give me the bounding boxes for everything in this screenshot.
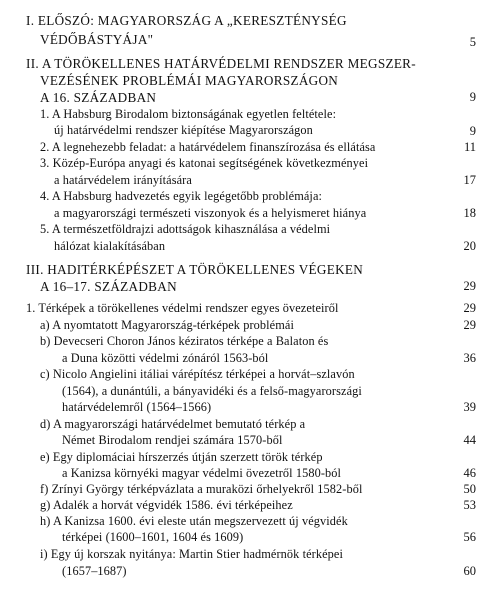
page-number: 36 bbox=[463, 351, 476, 365]
section-title-line: új határvédelmi rendszer kiépítése Magyarországon bbox=[54, 123, 313, 137]
section-title-line: a határvédelem irányítására bbox=[54, 173, 192, 187]
page-number: 39 bbox=[463, 400, 476, 414]
section-title-line: a) A nyomtatott Magyarország-térképek problémái bbox=[40, 318, 294, 332]
section-title-line: térképei (1600–1601, 1604 és 1609) bbox=[62, 530, 244, 544]
section-title-line: d) A magyarországi határvédelmet bemutató térkép a bbox=[40, 417, 306, 431]
section-title-line: határvédelemről (1564–1566) bbox=[62, 400, 212, 414]
chapter-title-line: A 16–17. SZÁZADBAN bbox=[40, 279, 177, 294]
section-title-line: f) Zrínyi György térképvázlata a muraközi őrhelyekről 1582-ből bbox=[40, 482, 363, 496]
page-number: 11 bbox=[463, 140, 476, 154]
section-title-line: 1. Térképek a törökellenes védelmi rendszer egyes övezeteiről bbox=[26, 301, 339, 315]
page-number: 5 bbox=[469, 35, 476, 49]
chapter-title-line: III. HADITÉRKÉPÉSZET A TÖRÖKELLENES VÉGEKEN bbox=[26, 262, 364, 277]
section-title-line: 2. A legnehezebb feladat: a határvédelem finanszírozása és ellátása bbox=[40, 140, 376, 154]
section-title-line: e) Egy diplomáciai hírszerzés útján szerzett török térkép bbox=[40, 450, 323, 464]
section-title-line: Német Birodalom rendjei számára 1570-ből bbox=[62, 433, 283, 447]
page-number: 29 bbox=[463, 279, 476, 293]
section-title-line: (1657–1687) bbox=[62, 564, 127, 578]
page-number: 53 bbox=[463, 498, 476, 512]
page-number: 44 bbox=[463, 433, 476, 447]
section-title-line: h) A Kanizsa 1600. évi eleste után megszervezett új végvidék bbox=[40, 514, 348, 528]
section-title-line: g) Adalék a horvát végvidék 1586. évi térképeihez bbox=[40, 498, 293, 512]
section-title-line: b) Devecseri Choron János kéziratos térképe a Balaton és bbox=[40, 334, 329, 348]
page-number: 18 bbox=[463, 206, 476, 220]
page-number: 20 bbox=[463, 239, 476, 253]
section-title-line: 1. A Habsburg Birodalom biztonságának egyetlen feltétele: bbox=[40, 107, 337, 121]
page-number: 56 bbox=[463, 530, 476, 544]
section-title-line: 5. A természetföldrajzi adottságok kihasználása a védelmi bbox=[40, 222, 331, 236]
chapter-title-line: I. ELŐSZÓ: MAGYARORSZÁG A „KERESZTÉNYSÉG bbox=[26, 13, 347, 28]
section-title-line: 3. Közép-Európa anyagi és katonai segítségének következményei bbox=[40, 156, 369, 170]
chapter-title-line: II. A TÖRÖKELLENES HATÁRVÉDELMI RENDSZER MEGSZER- bbox=[26, 56, 416, 71]
page-number: 50 bbox=[463, 482, 476, 496]
chapter-title-line: VEZÉSÉNEK PROBLÉMÁI MAGYARORSZÁGON bbox=[40, 73, 339, 88]
section-title-line: a magyarországi természeti viszonyok és a helyismeret hiánya bbox=[54, 206, 367, 220]
chapter-title-line: VÉDŐBÁSTYÁJA" bbox=[40, 32, 154, 47]
section-title-line: i) Egy új korszak nyitánya: Martin Stier hadmérnök térképei bbox=[40, 547, 343, 561]
page-number: 9 bbox=[469, 90, 476, 104]
page-number: 17 bbox=[463, 173, 476, 187]
section-title-line: hálózat kialakításában bbox=[54, 239, 166, 253]
section-title-line: a Duna közötti védelmi zónáról 1563-ból bbox=[62, 351, 269, 365]
page-number: 9 bbox=[469, 124, 476, 138]
page-number: 29 bbox=[463, 318, 476, 332]
page-number: 29 bbox=[463, 301, 476, 315]
page-number: 46 bbox=[463, 466, 476, 480]
chapter-title-line: A 16. SZÁZADBAN bbox=[40, 90, 157, 105]
section-title-line: a Kanizsa környéki magyar védelmi övezetről 1580-ból bbox=[62, 466, 342, 480]
page-number: 60 bbox=[463, 564, 476, 578]
section-title-line: 4. A Habsburg hadvezetés egyik legégetőbb problémája: bbox=[40, 189, 323, 203]
section-title-line: c) Nicolo Angielini itáliai várépítész térképei a horvát–szlavón bbox=[40, 367, 355, 381]
section-title-line: (1564), a dunántúli, a bányavidéki és a felső-magyarországi bbox=[62, 384, 362, 398]
